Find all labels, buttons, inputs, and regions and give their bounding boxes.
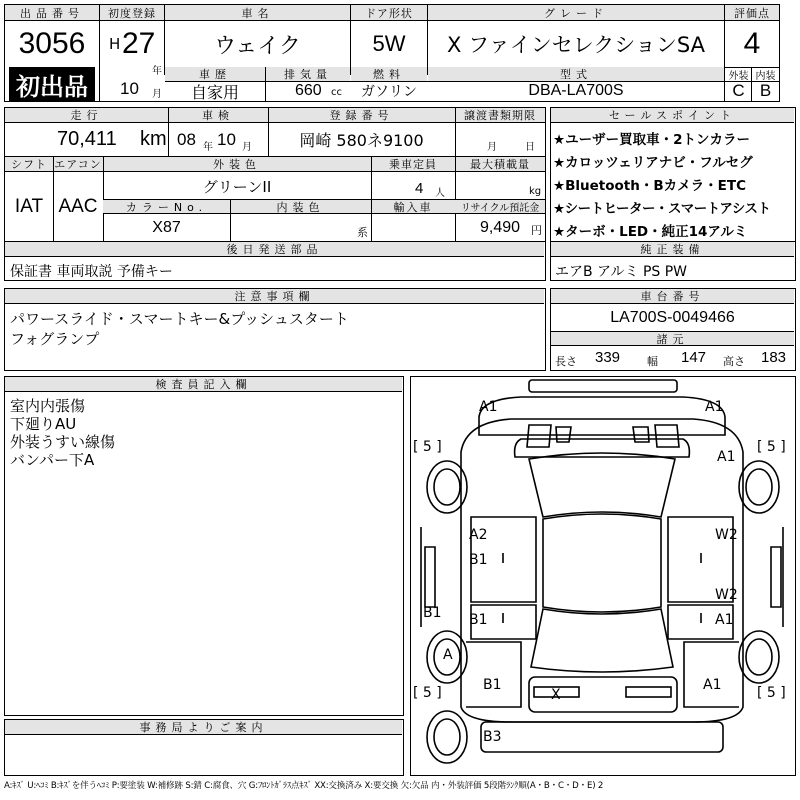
sales-points-block: [550, 107, 796, 242]
recycle-unit: 円: [531, 224, 542, 237]
damage-mark: A1: [717, 449, 736, 465]
reg-month: 10: [120, 79, 139, 98]
damage-mark: B3: [483, 729, 502, 745]
office-title: 事務局よりご案内: [5, 720, 402, 735]
damage-mark: A1: [703, 677, 722, 693]
plate-number: 岡崎 580ネ9100: [299, 131, 424, 150]
damage-mark: A1: [715, 612, 734, 628]
damage-mark: A1: [705, 399, 724, 415]
model: DBA-LA700S: [528, 82, 624, 99]
damage-mark: A: [443, 647, 453, 663]
displacement-label: 排気量: [266, 67, 350, 81]
color-number: X87: [152, 218, 181, 236]
lot-number: 3056: [18, 27, 86, 60]
ac: AAC: [58, 195, 98, 217]
chassis-block: [550, 288, 796, 371]
shift-label: シフト: [5, 157, 53, 172]
transfer-label: 譲渡書類期限: [455, 108, 545, 123]
fuel-label: 燃料: [351, 67, 427, 81]
history-label: 車歴: [165, 67, 265, 81]
inspector-line: 下廻りAU: [10, 415, 77, 433]
width-value: 147: [681, 349, 707, 366]
insp-month-unit: 月: [242, 142, 252, 153]
capacity: 4: [415, 180, 424, 197]
notes-title: 注意事項欄: [5, 289, 544, 304]
height-value: 183: [761, 349, 787, 366]
car-name-label: 車名: [165, 5, 350, 21]
color-no-label: カラーNo.: [103, 200, 230, 214]
standard-equip-block: [550, 241, 796, 281]
exterior-color: グリーンII: [202, 177, 272, 196]
width-label: 幅: [647, 355, 658, 368]
damage-mark: [ 5 ]: [413, 439, 442, 455]
reg-year: 27: [122, 27, 156, 60]
standard-equip-text: エアB アルミ PS PW: [555, 264, 688, 280]
mileage: 70,411: [57, 128, 117, 150]
import-label: 輸入車: [371, 200, 455, 214]
interior-grade: B: [759, 81, 772, 100]
mileage-unit: km: [140, 128, 167, 150]
later-parts-title: 後日発送部品: [5, 242, 544, 257]
mileage-label: 走行: [5, 108, 168, 123]
load-label: 最大積載量: [455, 157, 545, 172]
damage-mark: [ 5 ]: [757, 685, 786, 701]
legend-footer: A:ｷｽﾞ U:ﾍｺﾐ B:ｷｽﾞを伴うﾍｺﾐ P:要塗装 W:補修跡 S:錆 C:腐食、穴 G:ﾌﾛﾝﾄｶﾞﾗｽ点ｷｽﾞ XX:交換済み X:要交換 欠:欠品 内・外装評価 5段階ﾗﾝｸ順(A・B・C・D・E) 2: [4, 781, 604, 791]
sales-point-item: ★カロッツェリアナビ・フルセグ: [553, 155, 753, 171]
sales-point-item: ★ユーザー買取車・2トンカラー: [553, 132, 750, 148]
door-label: ドア形状: [351, 5, 427, 21]
damage-mark: B1: [469, 552, 488, 568]
plate-label: 登録番号: [268, 108, 455, 123]
inspection-label: 車検: [168, 108, 268, 123]
damage-mark: A1: [479, 399, 498, 415]
recycle-label: リサイクル預託金: [455, 200, 545, 214]
later-parts-text: 保証書 車両取説 予備キー: [10, 264, 173, 280]
damage-mark: [ 5 ]: [757, 439, 786, 455]
damage-mark: W2: [715, 587, 738, 603]
capacity-label: 乗車定員: [371, 157, 455, 172]
chassis-title: 車台番号: [551, 289, 794, 304]
transfer-day-unit: 日: [525, 142, 535, 153]
displacement: 660: [295, 82, 322, 99]
reg-month-unit: 月: [152, 89, 162, 100]
damage-mark: A2: [469, 527, 488, 543]
sales-point-item: ★Bluetooth・Bカメラ・ETC: [553, 178, 746, 194]
interior-color-unit: 系: [357, 226, 368, 239]
ac-label: エアコン: [54, 158, 102, 171]
grade: X ファインセレクションSA: [447, 33, 705, 57]
inspector-line: 外装うすい線傷: [10, 433, 116, 451]
sales-points-title: セールスポイント: [551, 108, 794, 123]
insp-month: 10: [217, 130, 236, 149]
displacement-unit: cc: [331, 87, 342, 98]
damage-mark: X: [551, 687, 561, 703]
damage-mark: B1: [469, 612, 488, 628]
damage-mark: B1: [423, 605, 442, 621]
inspector-title: 検査員記入欄: [5, 377, 402, 392]
inspector-line: 室内内張傷: [10, 397, 86, 415]
office-block: [4, 719, 404, 776]
notes-line: パワースライド・スマートキー&プッシュスタート: [10, 310, 349, 328]
capacity-unit: 人: [435, 188, 445, 199]
notes-block: [4, 288, 546, 371]
standard-equip-title: 純正装備: [551, 242, 794, 257]
recycle-amount: 9,490: [480, 219, 521, 236]
interior-label: 内装: [755, 70, 776, 81]
car-diagram: [410, 376, 796, 776]
first-reg-label: 初度登録: [100, 5, 164, 21]
specs-title: 諸元: [551, 331, 794, 346]
inspector-block: [4, 376, 404, 716]
era-prefix: H: [109, 35, 121, 53]
insp-year: 08: [177, 130, 196, 149]
lot-label: 出品番号: [5, 5, 99, 21]
sales-point-item: ★ターボ・LED・純正14アルミ: [553, 224, 748, 240]
exterior-grade: C: [732, 81, 745, 100]
damage-mark: [ 5 ]: [413, 685, 442, 701]
later-parts-block: [4, 241, 546, 281]
interior-color-label: 内装色: [230, 200, 371, 214]
car-outline-drawing: [411, 377, 794, 774]
fuel: ガソリン: [361, 84, 417, 100]
insp-year-unit: 年: [203, 142, 213, 153]
sales-point-item: ★シートヒーター・スマートアシスト: [553, 201, 771, 217]
model-label: 型式: [428, 67, 724, 81]
color-label: 外装色: [103, 157, 371, 172]
chassis-number: LA700S-0049466: [610, 309, 735, 326]
inspector-line: バンパー下A: [10, 451, 95, 469]
damage-mark: W2: [715, 527, 738, 543]
exterior-label: 外装: [728, 70, 749, 81]
score: 4: [743, 27, 761, 60]
reg-year-unit: 年: [152, 66, 162, 77]
notes-line: フォグランプ: [10, 330, 100, 348]
score-label: 評価点: [725, 5, 779, 21]
length-label: 長さ: [555, 355, 577, 368]
grade-label: グレード: [428, 5, 724, 21]
shift: IAT: [14, 195, 44, 217]
length-value: 339: [595, 349, 621, 366]
vehicle-info-block: [4, 107, 546, 242]
header-block: [4, 4, 780, 102]
door-type: 5W: [372, 31, 406, 56]
transfer-month-unit: 月: [487, 142, 497, 153]
load-unit: kg: [529, 186, 542, 197]
height-label: 高さ: [723, 355, 745, 368]
first-listing-badge: 初出品: [9, 67, 95, 101]
car-name: ウェイク: [214, 33, 301, 59]
damage-mark: B1: [483, 677, 502, 693]
history: 自家用: [190, 82, 239, 101]
